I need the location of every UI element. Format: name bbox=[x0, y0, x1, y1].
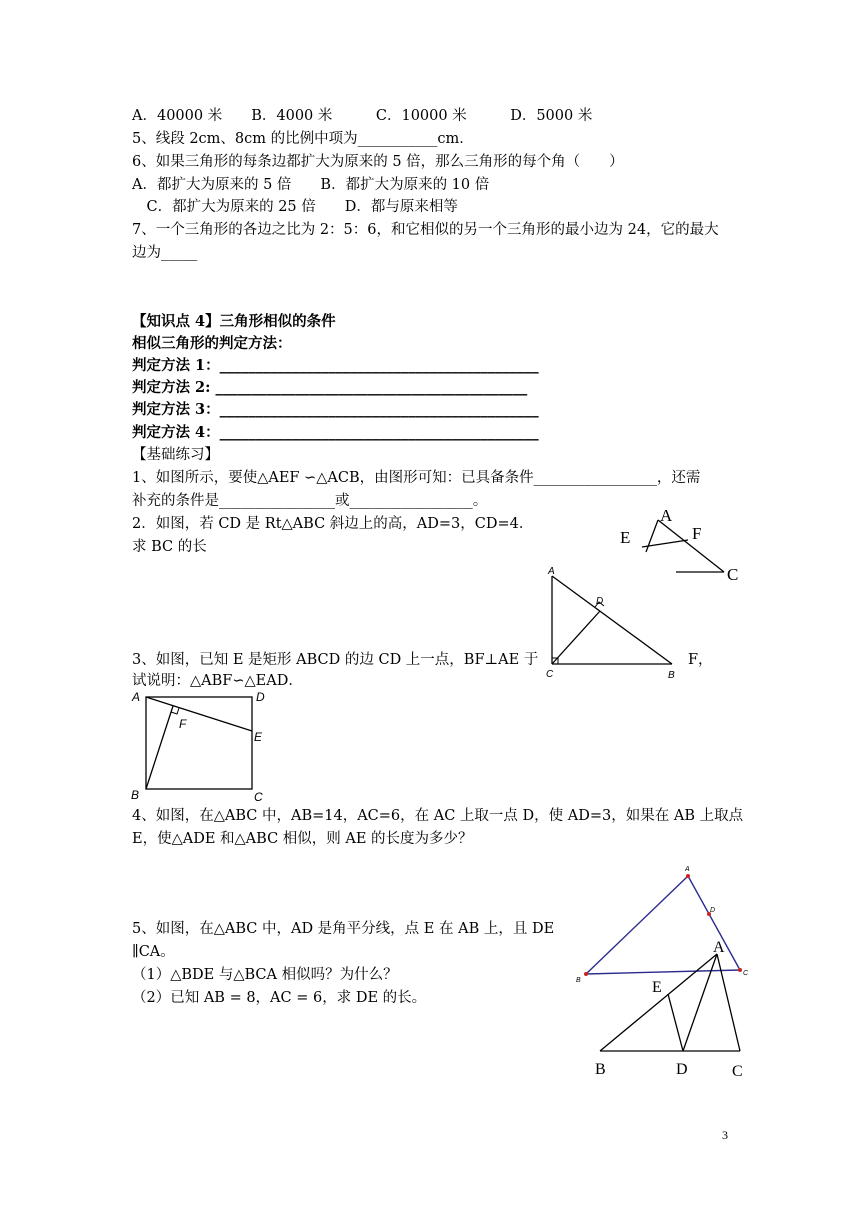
p2-line2: 求 BC 的长 bbox=[132, 539, 207, 555]
fig3-label-e: E bbox=[254, 730, 263, 744]
p5-q2: （2）已知 AB = 8，AC = 6，求 DE 的长。 bbox=[132, 990, 427, 1006]
fig4-label-b: B bbox=[576, 977, 581, 984]
method-3: 判定方法 3：____________________________________________ bbox=[132, 401, 539, 418]
p5-line1: 5、如图，在△ABC 中，AD 是角平分线，点 E 在 AB 上，且 DE bbox=[132, 921, 555, 937]
fig3-label-d: D bbox=[256, 690, 265, 704]
p4-line2: E，使△ADE 和△ABC 相似，则 AE 的长度为多少？ bbox=[132, 831, 473, 847]
fig1-label-c: C bbox=[727, 565, 739, 584]
fig1-label-a: A bbox=[660, 506, 673, 525]
method-1: 判定方法 1：____________________________________________ bbox=[132, 357, 539, 374]
q6-options-cd: C．都扩大为原来的 25 倍 D．都与原来相等 bbox=[132, 199, 458, 215]
knowledge-point-4-subtitle: 相似三角形的判定方法： bbox=[132, 335, 292, 352]
fig2-label-d: D bbox=[596, 596, 604, 607]
fig2-label-a: A bbox=[548, 566, 555, 577]
q7-line2: 边为_____ bbox=[132, 245, 198, 261]
p3-line2: 试说明：△ABF∽△EAD． bbox=[132, 673, 303, 689]
fig1-label-f: F bbox=[692, 524, 702, 543]
fig5-label-e: E bbox=[652, 979, 662, 996]
p4-line1: 4、如图，在△ABC 中，AB=14，AC=6，在 AC 上取一点 D，使 AD=3，如果在 AB 上取点 bbox=[132, 808, 744, 824]
fig4-label-c: C bbox=[743, 970, 749, 977]
fig3-label-a: A bbox=[132, 690, 141, 704]
method-4: 判定方法 4：____________________________________________ bbox=[132, 424, 539, 441]
q4-options: A．40000 米 B．4000 米 C．10000 米 D．5000 米 bbox=[132, 108, 593, 124]
practice-title: 【基础练习】 bbox=[132, 447, 219, 463]
fig3-label-c: C bbox=[254, 790, 263, 804]
fig3-label-b: B bbox=[131, 788, 140, 802]
figure-5-bisector bbox=[585, 936, 755, 1086]
fig5-label-b: B bbox=[595, 1061, 606, 1078]
fig5-label-d: D bbox=[676, 1061, 688, 1078]
p3-tail: F， bbox=[688, 652, 713, 668]
page-number: 3 bbox=[722, 1128, 728, 1142]
fig4-point-a bbox=[686, 874, 690, 878]
fig1-label-e: E bbox=[620, 528, 631, 547]
p1-line1: 1、如图所示，要使△AEF ∽△ACB，由图形可知：已具备条件_________________，还需 bbox=[132, 470, 701, 486]
fig4-label-a: A bbox=[685, 866, 690, 873]
fig3-label-f: F bbox=[179, 717, 187, 731]
p2-line1: 2．如图，若 CD 是 Rt△ABC 斜边上的高，AD=3，CD=4． bbox=[132, 516, 534, 532]
fig5-label-c: C bbox=[732, 1063, 743, 1080]
knowledge-point-4-title: 【知识点 4】三角形相似的条件 bbox=[132, 313, 336, 330]
fig2-label-b: B bbox=[668, 670, 675, 681]
q6-options-ab: A．都扩大为原来的 5 倍 B．都扩大为原来的 10 倍 bbox=[132, 177, 490, 193]
q7-line1: 7、一个三角形的各边之比为 2：5：6，和它相似的另一个三角形的最小边为 24，它的最大 bbox=[132, 222, 719, 238]
q5-text: 5、线段 2cm、8cm 的比例中项为___________cm． bbox=[132, 131, 474, 147]
q6-text: 6、如果三角形的每条边都扩大为原来的 5 倍，那么三角形的每个角（ ） bbox=[132, 154, 624, 170]
method-2: 判定方法 2: ___________________________________________ bbox=[132, 379, 528, 396]
p5-line2: ∥CA。 bbox=[132, 944, 175, 960]
figure-2-right-triangle bbox=[540, 560, 690, 685]
figure-3-rectangle bbox=[125, 686, 275, 806]
fig4-label-d: D bbox=[710, 907, 716, 914]
p1-line2: 补充的条件是________________或_________________。 bbox=[132, 493, 488, 509]
fig2-label-c: C bbox=[546, 669, 554, 680]
p3-line1: 3、如图，已知 E 是矩形 ABCD 的边 CD 上一点，BF⊥AE 于 bbox=[132, 652, 539, 668]
p5-q1: （1）△BDE 与△BCA 相似吗？为什么？ bbox=[132, 967, 398, 983]
fig5-label-a: A bbox=[713, 939, 725, 956]
